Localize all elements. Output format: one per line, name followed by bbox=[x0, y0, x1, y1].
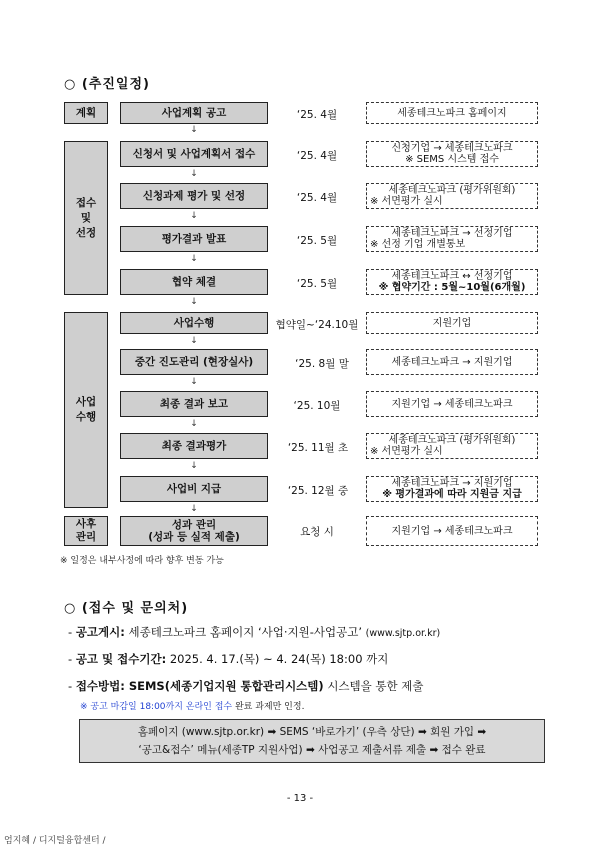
detail-note: ※ SEMS 시스템 접수 bbox=[405, 154, 499, 165]
date-evaluation: ‘25. 4월 bbox=[296, 192, 338, 204]
detail-text: 지원기업 → 세종테크노파크 bbox=[391, 398, 513, 410]
arrow-down: ↓ bbox=[190, 254, 198, 264]
detail-text: 지원기업 bbox=[432, 317, 472, 329]
arrow-down: ↓ bbox=[190, 461, 198, 471]
method-line bbox=[68, 678, 424, 694]
contact-title: ○ (접수 및 문의처) bbox=[64, 601, 189, 616]
arrow-down: ↓ bbox=[190, 377, 198, 387]
date-performance: 요청 시 bbox=[300, 526, 334, 538]
detail-payment bbox=[366, 476, 538, 502]
date-agreement: ‘25. 5월 bbox=[296, 278, 338, 290]
arrow-down: ↓ bbox=[190, 125, 198, 135]
date-execution: 협약일~‘24.10월 bbox=[275, 319, 359, 331]
detail-note: ※ 협약기간 : 5월~10월(6개월) bbox=[378, 282, 526, 293]
dash: - bbox=[68, 652, 73, 666]
notice-line bbox=[68, 624, 440, 640]
detail-note: ※ 평가결과에 따라 지원금 지급 bbox=[382, 489, 522, 500]
step-final-report: 최종 결과 보고 bbox=[120, 391, 268, 417]
detail-midterm bbox=[366, 349, 538, 375]
detail-text: 세종테크노파크 (평가위원회) bbox=[388, 435, 516, 446]
dash: - bbox=[68, 625, 73, 639]
step-evaluation: 신청과제 평가 및 선정 bbox=[120, 183, 268, 209]
step-midterm: 중간 진도관리 (현장실사) bbox=[120, 349, 268, 375]
arrow-down: ↓ bbox=[190, 169, 198, 179]
detail-result-announcement bbox=[366, 226, 538, 252]
detail-text: 세종테크노파크 → 선정기업 bbox=[391, 228, 513, 239]
date-application: ‘25. 4월 bbox=[296, 150, 338, 162]
detail-final-report bbox=[366, 391, 538, 417]
process-line-1: 홈페이지 (www.sjtp.or.kr) ➡ SEMS ‘바로가기’ (우측 상단) ➡ 회원 가입 ➡ bbox=[137, 726, 487, 738]
period-label: 공고 및 접수기간: bbox=[75, 652, 167, 666]
page-number: - 13 - bbox=[286, 793, 314, 804]
arrow-down: ↓ bbox=[190, 336, 198, 346]
period-line bbox=[68, 651, 388, 667]
process-box bbox=[79, 719, 545, 763]
date-result-announcement: ‘25. 5월 bbox=[296, 235, 338, 247]
date-final-report: ‘25. 10월 bbox=[293, 400, 341, 412]
detail-text: 세종테크노파크 ↔ 선정기업 bbox=[391, 271, 513, 282]
detail-agreement bbox=[366, 269, 538, 295]
notice-url[interactable]: (www.sjtp.or.kr) bbox=[365, 628, 441, 639]
process-line-2: ‘공고&접수’ 메뉴(세종TP 지원사업) ➡ 사업공고 제출서류 제출 ➡ 접수 완료 bbox=[138, 744, 486, 756]
detail-application bbox=[366, 141, 538, 167]
step-final-evaluation: 최종 결과평가 bbox=[120, 433, 268, 459]
dash: - bbox=[68, 679, 73, 693]
detail-final-evaluation bbox=[366, 433, 538, 459]
method-note-highlight: ※ 공고 마감일 18:00까지 온라인 접수 bbox=[80, 702, 233, 712]
notice-label: 공고게시: bbox=[75, 625, 125, 639]
arrow-down: ↓ bbox=[190, 504, 198, 514]
date-announcement: ‘25. 4월 bbox=[296, 109, 338, 121]
detail-performance bbox=[366, 516, 538, 546]
detail-note: ※ 서면평가 실시 bbox=[370, 446, 443, 457]
schedule-footnote: ※ 일정은 내부사정에 따라 향후 변동 가능 bbox=[60, 556, 224, 566]
detail-text: 신청기업 → 세종테크노파크 bbox=[391, 143, 513, 154]
date-midterm: ‘25. 8월 말 bbox=[295, 358, 349, 370]
detail-text: 지원기업 → 세종테크노파크 bbox=[391, 525, 513, 537]
detail-text: 세종테크노파크 → 지원기업 bbox=[391, 478, 513, 489]
step-execution: 사업수행 bbox=[120, 312, 268, 334]
detail-announcement bbox=[366, 102, 538, 124]
date-payment: ‘25. 12월 중 bbox=[287, 485, 349, 497]
step-performance: 성과 관리 (성과 등 실적 제출) bbox=[120, 516, 268, 546]
group-plan: 계획 bbox=[64, 102, 108, 124]
detail-text: 세종테크노파크 → 지원기업 bbox=[391, 356, 513, 368]
method-text: 시스템을 통한 제출 bbox=[327, 679, 424, 693]
step-agreement: 협약 체결 bbox=[120, 269, 268, 295]
group-follow: 사후 관리 bbox=[64, 516, 108, 546]
group-receipt: 접수 및 선정 bbox=[64, 141, 108, 295]
method-note bbox=[80, 699, 304, 712]
detail-note: ※ 서면평가 실시 bbox=[370, 196, 443, 207]
footer-text: 엄지혜 / 디지털융합센터 / bbox=[4, 836, 106, 846]
method-note-rest: 완료 과제만 인정. bbox=[232, 702, 305, 712]
step-result-announcement: 평가결과 발표 bbox=[120, 226, 268, 252]
detail-text: 세종테크노파크 홈페이지 bbox=[397, 107, 507, 119]
date-final-evaluation: ‘25. 11월 초 bbox=[287, 442, 349, 454]
method-label: 접수방법: SEMS(세종기업지원 통합관리시스템) bbox=[75, 679, 324, 693]
arrow-down: ↓ bbox=[190, 211, 198, 221]
detail-text: 세종테크노파크 (평가위원회) bbox=[388, 185, 516, 196]
step-application: 신청서 및 사업계획서 접수 bbox=[120, 141, 268, 167]
detail-execution bbox=[366, 312, 538, 334]
step-announcement: 사업계획 공고 bbox=[120, 102, 268, 124]
detail-evaluation bbox=[366, 183, 538, 209]
arrow-down: ↓ bbox=[190, 419, 198, 429]
step-payment: 사업비 지급 bbox=[120, 476, 268, 502]
schedule-title: ○ (추진일정) bbox=[64, 77, 150, 92]
arrow-down: ↓ bbox=[190, 297, 198, 307]
notice-text: 세종테크노파크 홈페이지 ‘사업·지원-사업공고’ bbox=[128, 625, 363, 639]
detail-note: ※ 선정 기업 개별통보 bbox=[370, 239, 466, 250]
group-execution: 사업 수행 bbox=[64, 312, 108, 508]
period-text: 2025. 4. 17.(목) ~ 4. 24(목) 18:00 까지 bbox=[169, 652, 389, 666]
